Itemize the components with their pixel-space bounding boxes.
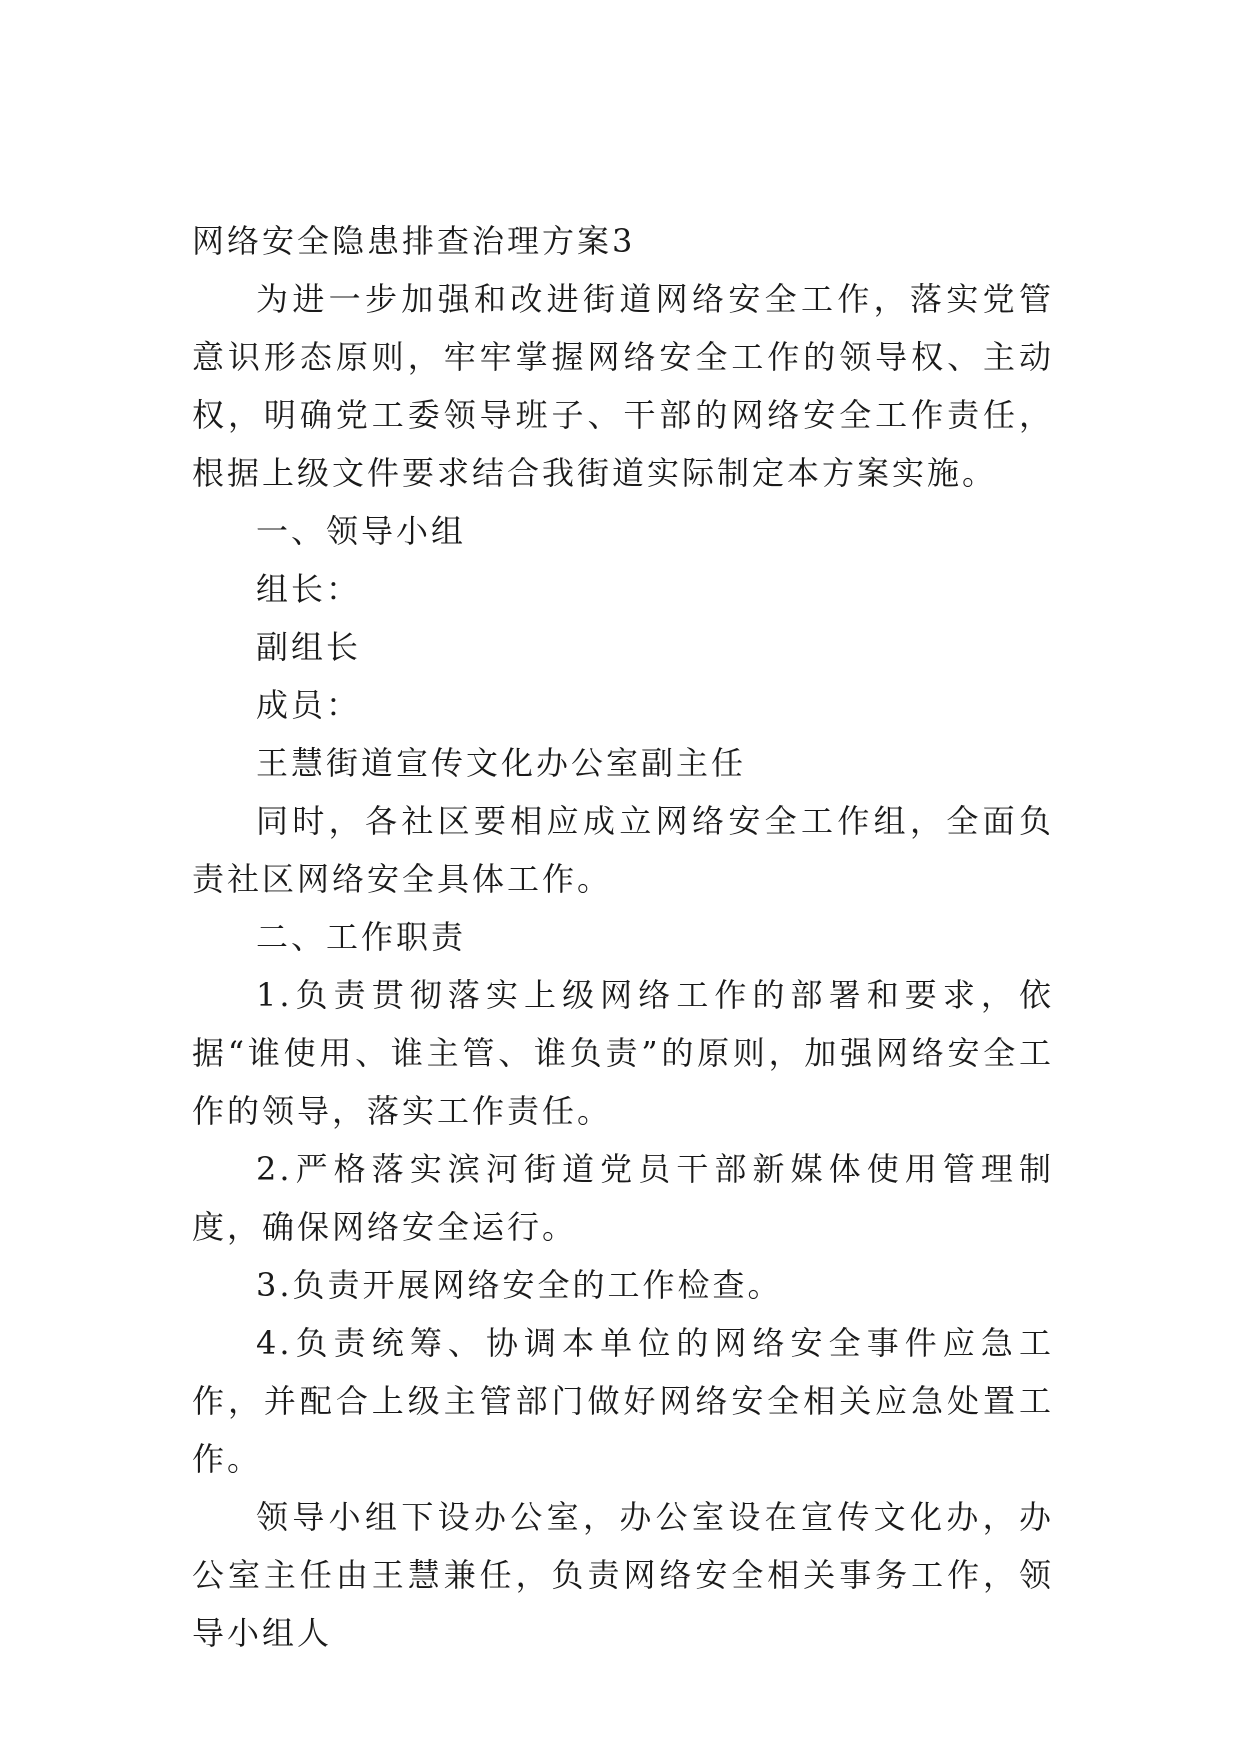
duty-item-1: 1.负责贯彻落实上级网络工作的部署和要求，依据“谁使用、谁主管、谁负责”的原则，加强网络安全工作的领导，落实工作责任。: [192, 976, 1054, 1130]
members-line: 成员：: [256, 686, 362, 724]
document-title: 网络安全隐患排查治理方案3: [192, 222, 636, 260]
deputy-leader-line: 副组长: [256, 628, 362, 666]
group-leader-line: 组长：: [256, 570, 362, 608]
document-body: [192, 212, 1054, 1662]
member-entry: 王慧街道宣传文化办公室副主任: [256, 744, 747, 782]
paragraph-office: 领导小组下设办公室，办公室设在宣传文化办，办公室主任由王慧兼任，负责网络安全相关事务工作，领导小组人: [192, 1498, 1054, 1652]
paragraph-community-groups: 同时，各社区要相应成立网络安全工作组，全面负责社区网络安全具体工作。: [192, 802, 1054, 898]
paragraph-intro: 为进一步加强和改进街道网络安全工作，落实党管意识形态原则，牢牢掌握网络安全工作的领导权、主动权，明确党工委领导班子、干部的网络安全工作责任，根据上级文件要求结合我街道实际制定本方案实施。: [192, 280, 1054, 492]
duty-item-4: 4.负责统筹、协调本单位的网络安全事件应急工作，并配合上级主管部门做好网络安全相关应急处置工作。: [192, 1324, 1054, 1478]
duty-item-3: 3.负责开展网络安全的工作检查。: [256, 1266, 783, 1304]
section-heading-leadership-group: 一、领导小组: [256, 512, 467, 550]
section-heading-duties: 二、工作职责: [256, 918, 467, 956]
duty-item-2: 2.严格落实滨河街道党员干部新媒体使用管理制度，确保网络安全运行。: [192, 1150, 1054, 1246]
